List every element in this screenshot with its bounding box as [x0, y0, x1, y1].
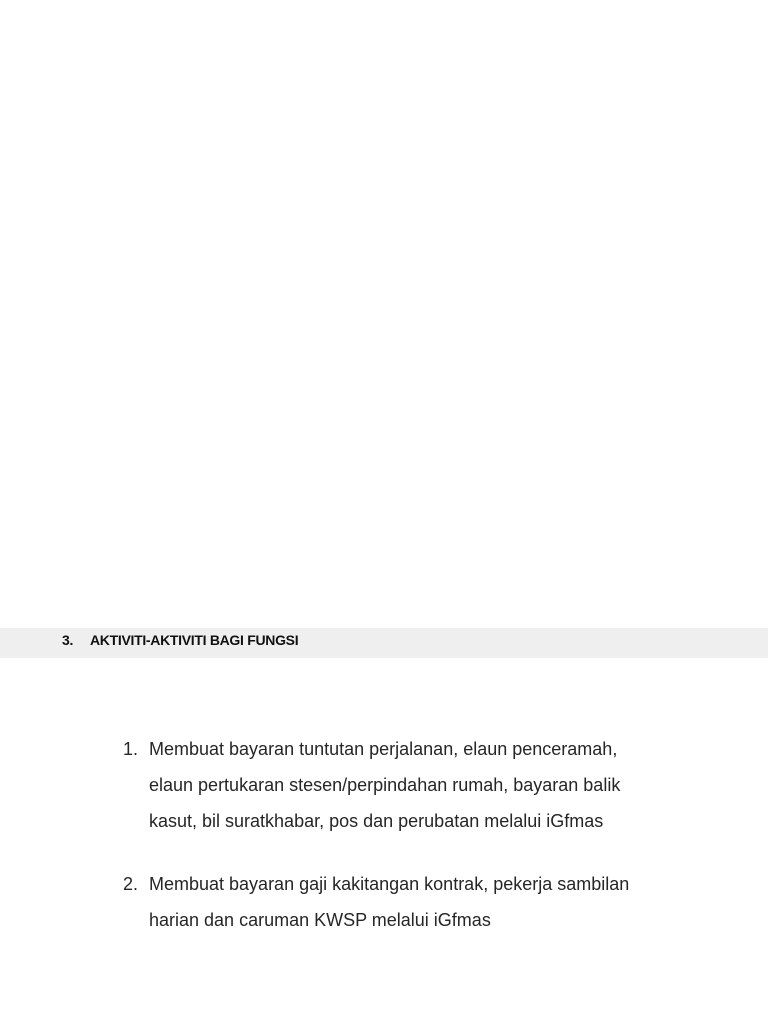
section-heading [62, 632, 298, 648]
list-item-number: 1. [123, 739, 139, 759]
section-number: 3. [62, 632, 74, 648]
activity-list [120, 731, 660, 938]
list-item [120, 731, 660, 839]
list-item-number: 2. [123, 874, 139, 894]
list-item [120, 866, 660, 938]
section-title: AKTIVITI-AKTIVITI BAGI FUNGSI [90, 632, 299, 648]
list-item-text: Membuat bayaran tuntutan perjalanan, elaun penceramah, elaun pertukaran stesen/perpindahan rumah, bayaran balik kasut, bil suratkhabar, pos dan perubatan melalui iGfmas [149, 739, 621, 831]
list-item-text: Membuat bayaran gaji kakitangan kontrak, pekerja sambilan harian dan caruman KWSP melalui iGfmas [149, 874, 630, 930]
